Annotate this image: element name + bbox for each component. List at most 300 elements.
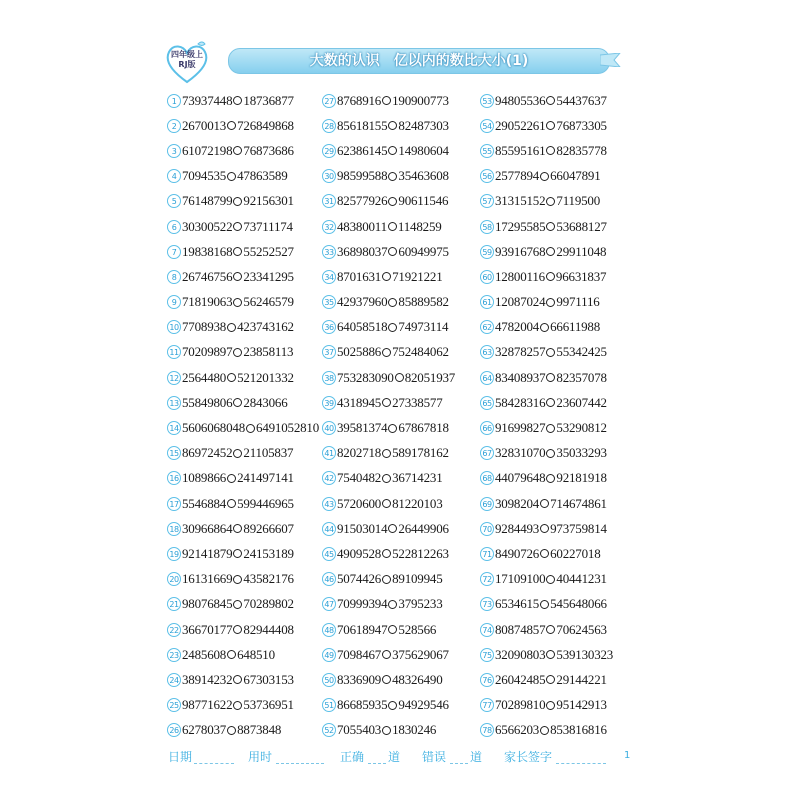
problem-row xyxy=(480,592,613,617)
left-number: 7094535 xyxy=(182,168,227,184)
problem-number: 50 xyxy=(322,673,336,687)
right-number: 1830246 xyxy=(392,722,437,738)
right-number: 26449906 xyxy=(398,520,449,536)
parent-signature-blank[interactable] xyxy=(556,763,606,764)
right-number: 67867818 xyxy=(398,420,449,436)
answer-circle[interactable] xyxy=(227,172,236,181)
right-number: 82835778 xyxy=(556,142,607,158)
left-number: 29052261 xyxy=(495,117,546,133)
left-number: 73937448 xyxy=(182,92,233,108)
problem-number: 2 xyxy=(167,119,181,133)
right-number: 76873686 xyxy=(243,142,294,158)
problem-row xyxy=(480,516,613,541)
left-number: 55849806 xyxy=(182,394,233,410)
problem-row xyxy=(322,592,455,617)
right-number: 599446965 xyxy=(237,495,294,511)
left-number: 5606068048 xyxy=(182,420,246,436)
left-number: 6278037 xyxy=(182,722,227,738)
left-number: 7540482 xyxy=(337,470,382,486)
left-number: 2670013 xyxy=(182,117,227,133)
answer-circle[interactable] xyxy=(540,323,549,332)
problem-row xyxy=(167,88,319,113)
left-number: 38914232 xyxy=(182,671,233,687)
answer-circle[interactable] xyxy=(546,96,555,105)
problem-row xyxy=(167,541,319,566)
problem-row xyxy=(167,516,319,541)
problem-number: 9 xyxy=(167,295,181,309)
answer-circle[interactable] xyxy=(388,524,397,533)
problem-number: 77 xyxy=(480,698,494,712)
problem-row xyxy=(167,667,319,692)
problem-number: 21 xyxy=(167,597,181,611)
right-number: 35033293 xyxy=(556,445,607,461)
problem-row xyxy=(167,214,319,239)
right-number: 89109945 xyxy=(392,571,443,587)
answer-circle[interactable] xyxy=(382,675,391,684)
problem-number: 66 xyxy=(480,421,494,435)
answer-circle[interactable] xyxy=(388,121,397,130)
answer-circle[interactable] xyxy=(388,323,397,332)
parent-signature-label: 家长签字 xyxy=(504,750,553,764)
problem-row xyxy=(167,390,319,415)
chapter-title: 大数的认识 xyxy=(309,53,380,69)
answer-circle[interactable] xyxy=(388,701,397,710)
right-number: 522812263 xyxy=(392,545,449,561)
answer-circle[interactable] xyxy=(233,449,242,458)
problem-row xyxy=(167,239,319,264)
left-number: 1089866 xyxy=(182,470,227,486)
problem-row xyxy=(322,718,455,743)
problem-number: 71 xyxy=(480,547,494,561)
problem-row xyxy=(322,340,455,365)
problem-number: 3 xyxy=(167,144,181,158)
left-number: 85595161 xyxy=(495,142,546,158)
answer-circle[interactable] xyxy=(233,398,242,407)
right-number: 23341295 xyxy=(243,268,294,284)
answer-circle[interactable] xyxy=(382,449,391,458)
answer-circle[interactable] xyxy=(546,650,555,659)
answer-circle[interactable] xyxy=(546,348,555,357)
problem-row xyxy=(480,415,613,440)
right-number: 43582176 xyxy=(243,571,294,587)
problem-row xyxy=(167,466,319,491)
answer-circle[interactable] xyxy=(233,549,242,558)
right-number: 7119500 xyxy=(556,193,601,209)
answer-circle[interactable] xyxy=(233,197,242,206)
answer-circle[interactable] xyxy=(546,474,555,483)
left-number: 36898037 xyxy=(337,243,388,259)
answer-circle[interactable] xyxy=(382,272,391,281)
problem-number: 22 xyxy=(167,623,181,637)
left-number: 2564480 xyxy=(182,369,227,385)
right-number: 60227018 xyxy=(550,545,601,561)
right-number: 89266607 xyxy=(243,520,294,536)
problem-number: 73 xyxy=(480,597,494,611)
correct-unit: 道 xyxy=(388,750,401,764)
problem-number: 40 xyxy=(322,421,336,435)
answer-circle[interactable] xyxy=(546,222,555,231)
correct-label: 正确 xyxy=(340,750,365,764)
right-number: 241497141 xyxy=(237,470,294,486)
answer-circle[interactable] xyxy=(382,575,391,584)
problem-row xyxy=(322,466,455,491)
time-blank[interactable] xyxy=(276,763,324,764)
right-number: 66611988 xyxy=(550,319,601,335)
problem-row xyxy=(480,88,613,113)
problem-row xyxy=(167,567,319,592)
left-number: 26042485 xyxy=(495,671,546,687)
left-number: 5546884 xyxy=(182,495,227,511)
problem-number: 54 xyxy=(480,119,494,133)
answer-circle[interactable] xyxy=(388,625,397,634)
answer-circle[interactable] xyxy=(546,272,555,281)
left-number: 86685935 xyxy=(337,697,388,713)
problem-number: 8 xyxy=(167,270,181,284)
answer-circle[interactable] xyxy=(227,650,236,659)
problem-number: 63 xyxy=(480,345,494,359)
footer xyxy=(168,748,638,768)
right-number: 2843066 xyxy=(243,394,288,410)
answer-circle[interactable] xyxy=(546,675,555,684)
right-number: 23858113 xyxy=(243,344,294,360)
problem-row xyxy=(322,541,455,566)
answer-circle[interactable] xyxy=(227,323,236,332)
right-number: 56246579 xyxy=(243,294,294,310)
problem-number: 58 xyxy=(480,220,494,234)
problem-number: 7 xyxy=(167,245,181,259)
right-number: 67303153 xyxy=(243,671,294,687)
answer-circle[interactable] xyxy=(546,398,555,407)
left-number: 17295585 xyxy=(495,218,546,234)
wrong-unit: 道 xyxy=(470,750,483,764)
problem-number: 43 xyxy=(322,497,336,511)
answer-circle[interactable] xyxy=(540,172,549,181)
answer-circle[interactable] xyxy=(546,197,555,206)
answer-circle[interactable] xyxy=(382,348,391,357)
right-number: 14980604 xyxy=(398,142,449,158)
left-number: 61072198 xyxy=(182,142,233,158)
right-number: 539130323 xyxy=(556,646,614,662)
problem-number: 56 xyxy=(480,169,494,183)
answer-circle[interactable] xyxy=(546,121,555,130)
right-number: 60949975 xyxy=(398,243,449,259)
left-number: 94805536 xyxy=(495,92,546,108)
correct-blank[interactable] xyxy=(368,763,386,764)
problem-row xyxy=(322,642,455,667)
problem-number: 44 xyxy=(322,522,336,536)
answer-circle[interactable] xyxy=(546,449,555,458)
problem-number: 52 xyxy=(322,723,336,737)
problem-row xyxy=(480,340,613,365)
problem-number: 15 xyxy=(167,446,181,460)
right-number: 76873305 xyxy=(556,117,607,133)
problem-row xyxy=(322,164,455,189)
answer-circle[interactable] xyxy=(540,600,549,609)
left-number: 83408937 xyxy=(495,369,546,385)
right-number: 23607442 xyxy=(556,394,607,410)
problem-number: 39 xyxy=(322,396,336,410)
problem-number: 12 xyxy=(167,371,181,385)
answer-circle[interactable] xyxy=(382,499,391,508)
answer-circle[interactable] xyxy=(388,600,397,609)
right-number: 752484062 xyxy=(392,344,449,360)
answer-circle[interactable] xyxy=(227,726,236,735)
problem-row xyxy=(322,667,455,692)
answer-circle[interactable] xyxy=(546,298,555,307)
answer-circle[interactable] xyxy=(388,197,397,206)
answer-circle[interactable] xyxy=(233,625,242,634)
problem-number: 37 xyxy=(322,345,336,359)
answer-circle[interactable] xyxy=(233,524,242,533)
left-number: 12087024 xyxy=(495,294,546,310)
problem-number: 10 xyxy=(167,320,181,334)
left-number: 48380011 xyxy=(337,218,387,234)
answer-circle[interactable] xyxy=(233,222,242,231)
answer-circle[interactable] xyxy=(540,524,549,533)
answer-circle[interactable] xyxy=(540,549,549,558)
problem-number: 30 xyxy=(322,169,336,183)
problem-row xyxy=(167,113,319,138)
problem-row xyxy=(167,415,319,440)
left-number: 71819063 xyxy=(182,294,233,310)
right-number: 375629067 xyxy=(392,646,449,662)
answer-circle[interactable] xyxy=(395,373,404,382)
problem-number: 28 xyxy=(322,119,336,133)
right-number: 92181918 xyxy=(556,470,607,486)
right-number: 82357078 xyxy=(556,369,607,385)
right-number: 18736877 xyxy=(243,92,294,108)
problem-row xyxy=(167,290,319,315)
answer-circle[interactable] xyxy=(540,726,549,735)
problem-row xyxy=(480,290,613,315)
left-number: 92141879 xyxy=(182,545,233,561)
problem-number: 20 xyxy=(167,572,181,586)
right-number: 90611546 xyxy=(398,193,449,209)
left-number: 8490726 xyxy=(495,545,540,561)
date-blank[interactable] xyxy=(194,763,234,764)
right-number: 66047891 xyxy=(550,168,601,184)
left-number: 26746756 xyxy=(182,268,233,284)
problem-number: 51 xyxy=(322,698,336,712)
right-number: 53290812 xyxy=(556,420,607,436)
answer-circle[interactable] xyxy=(233,272,242,281)
answer-circle[interactable] xyxy=(233,298,242,307)
answer-circle[interactable] xyxy=(233,96,242,105)
problem-number: 78 xyxy=(480,723,494,737)
answer-circle[interactable] xyxy=(540,499,549,508)
problem-number: 23 xyxy=(167,648,181,662)
answer-circle[interactable] xyxy=(546,701,555,710)
answer-circle[interactable] xyxy=(382,474,391,483)
problem-row xyxy=(167,189,319,214)
left-number: 2485608 xyxy=(182,646,227,662)
left-number: 39581374 xyxy=(337,420,388,436)
right-number: 81220103 xyxy=(392,495,443,511)
problem-row xyxy=(480,264,613,289)
problem-number: 1 xyxy=(167,94,181,108)
problem-row xyxy=(167,642,319,667)
problem-number: 35 xyxy=(322,295,336,309)
problem-row xyxy=(480,239,613,264)
problem-number: 42 xyxy=(322,471,336,485)
left-number: 98599588 xyxy=(337,168,388,184)
problem-row xyxy=(480,718,613,743)
problem-number: 61 xyxy=(480,295,494,309)
right-number: 589178162 xyxy=(392,445,449,461)
left-number: 9284493 xyxy=(495,520,540,536)
answer-circle[interactable] xyxy=(227,373,236,382)
answer-circle[interactable] xyxy=(382,726,391,735)
left-number: 42937960 xyxy=(337,294,388,310)
left-number: 17109100 xyxy=(495,571,546,587)
problem-row xyxy=(322,516,455,541)
left-number: 3098204 xyxy=(495,495,540,511)
problem-number: 60 xyxy=(480,270,494,284)
problem-row xyxy=(167,718,319,743)
answer-circle[interactable] xyxy=(233,701,242,710)
left-number: 70289810 xyxy=(495,697,546,713)
answer-circle[interactable] xyxy=(227,121,236,130)
left-number: 85618155 xyxy=(337,117,388,133)
right-number: 9971116 xyxy=(556,294,600,310)
left-number: 31315152 xyxy=(495,193,546,209)
answer-circle[interactable] xyxy=(546,373,555,382)
answer-circle[interactable] xyxy=(382,650,391,659)
left-number: 32878257 xyxy=(495,344,546,360)
problem-row xyxy=(322,88,455,113)
problem-number: 4 xyxy=(167,169,181,183)
answer-circle[interactable] xyxy=(227,499,236,508)
answer-circle[interactable] xyxy=(233,600,242,609)
problem-number: 59 xyxy=(480,245,494,259)
right-number: 36714231 xyxy=(392,470,443,486)
answer-circle[interactable] xyxy=(546,146,555,155)
problem-row xyxy=(480,667,613,692)
ribbon-tail-icon xyxy=(600,53,622,67)
left-number: 70999394 xyxy=(337,596,388,612)
right-number: 82487303 xyxy=(398,117,449,133)
problem-number: 75 xyxy=(480,648,494,662)
answer-circle[interactable] xyxy=(233,247,242,256)
answer-circle[interactable] xyxy=(546,625,555,634)
problem-row xyxy=(480,365,613,390)
right-number: 35463608 xyxy=(398,168,449,184)
answer-circle[interactable] xyxy=(388,298,397,307)
answer-circle[interactable] xyxy=(546,247,555,256)
right-number: 853816816 xyxy=(550,722,607,738)
problem-row xyxy=(480,642,613,667)
problem-number: 45 xyxy=(322,547,336,561)
left-number: 32090803 xyxy=(495,646,546,662)
right-number: 528566 xyxy=(398,621,437,637)
answer-circle[interactable] xyxy=(246,424,255,433)
answer-circle[interactable] xyxy=(546,424,555,433)
problem-row xyxy=(480,617,613,642)
answer-circle[interactable] xyxy=(382,398,391,407)
answer-circle[interactable] xyxy=(382,549,391,558)
right-number: 6491052810 xyxy=(256,420,320,436)
left-number: 4782004 xyxy=(495,319,540,335)
answer-circle[interactable] xyxy=(233,348,242,357)
problem-row xyxy=(322,138,455,163)
answer-circle[interactable] xyxy=(388,172,397,181)
answer-circle[interactable] xyxy=(382,96,391,105)
problem-number: 65 xyxy=(480,396,494,410)
problem-row xyxy=(322,693,455,718)
answer-circle[interactable] xyxy=(227,474,236,483)
problem-number: 48 xyxy=(322,623,336,637)
problem-number: 69 xyxy=(480,497,494,511)
problem-row xyxy=(480,189,613,214)
problem-number: 46 xyxy=(322,572,336,586)
problem-number: 13 xyxy=(167,396,181,410)
left-number: 64058518 xyxy=(337,319,388,335)
problem-number: 19 xyxy=(167,547,181,561)
wrong-blank[interactable] xyxy=(450,763,468,764)
problem-number: 18 xyxy=(167,522,181,536)
problem-number: 17 xyxy=(167,497,181,511)
right-number: 73711174 xyxy=(243,218,293,234)
right-number: 70289802 xyxy=(243,596,294,612)
answer-circle[interactable] xyxy=(233,675,242,684)
date-label: 日期 xyxy=(168,750,193,764)
problem-row xyxy=(480,541,613,566)
problem-row xyxy=(480,567,613,592)
left-number: 8336909 xyxy=(337,671,382,687)
answer-circle[interactable] xyxy=(546,575,555,584)
right-number: 82051937 xyxy=(404,369,456,385)
left-number: 44079648 xyxy=(495,470,546,486)
left-number: 8202718 xyxy=(337,445,382,461)
left-number: 98076845 xyxy=(182,596,233,612)
right-number: 726849868 xyxy=(237,117,294,133)
answer-circle[interactable] xyxy=(233,575,242,584)
problem-row xyxy=(167,491,319,516)
left-number: 12800116 xyxy=(495,268,545,284)
left-number: 70209897 xyxy=(182,344,233,360)
right-number: 3795233 xyxy=(398,596,443,612)
left-number: 8768916 xyxy=(337,92,382,108)
problem-row xyxy=(167,693,319,718)
problem-number: 57 xyxy=(480,194,494,208)
problem-row xyxy=(322,239,455,264)
left-number: 7098467 xyxy=(337,646,382,662)
right-number: 92156301 xyxy=(243,193,294,209)
problem-row xyxy=(322,617,455,642)
answer-circle[interactable] xyxy=(388,146,397,155)
left-number: 91699827 xyxy=(495,420,546,436)
time-label: 用时 xyxy=(248,750,273,764)
problem-number: 38 xyxy=(322,371,336,385)
left-number: 7055403 xyxy=(337,722,382,738)
problem-row xyxy=(167,617,319,642)
left-number: 19838168 xyxy=(182,243,233,259)
left-number: 6566203 xyxy=(495,722,540,738)
problem-row xyxy=(167,340,319,365)
left-number: 36670177 xyxy=(182,621,233,637)
problem-row xyxy=(167,365,319,390)
answer-circle[interactable] xyxy=(388,222,397,231)
left-number: 93916768 xyxy=(495,243,546,259)
right-number: 29911048 xyxy=(556,243,607,259)
answer-circle[interactable] xyxy=(233,146,242,155)
answer-circle[interactable] xyxy=(388,247,397,256)
right-number: 648510 xyxy=(237,646,275,662)
problem-number: 47 xyxy=(322,597,336,611)
right-number: 8873848 xyxy=(237,722,282,738)
answer-circle[interactable] xyxy=(388,424,397,433)
right-number: 82944408 xyxy=(243,621,294,637)
